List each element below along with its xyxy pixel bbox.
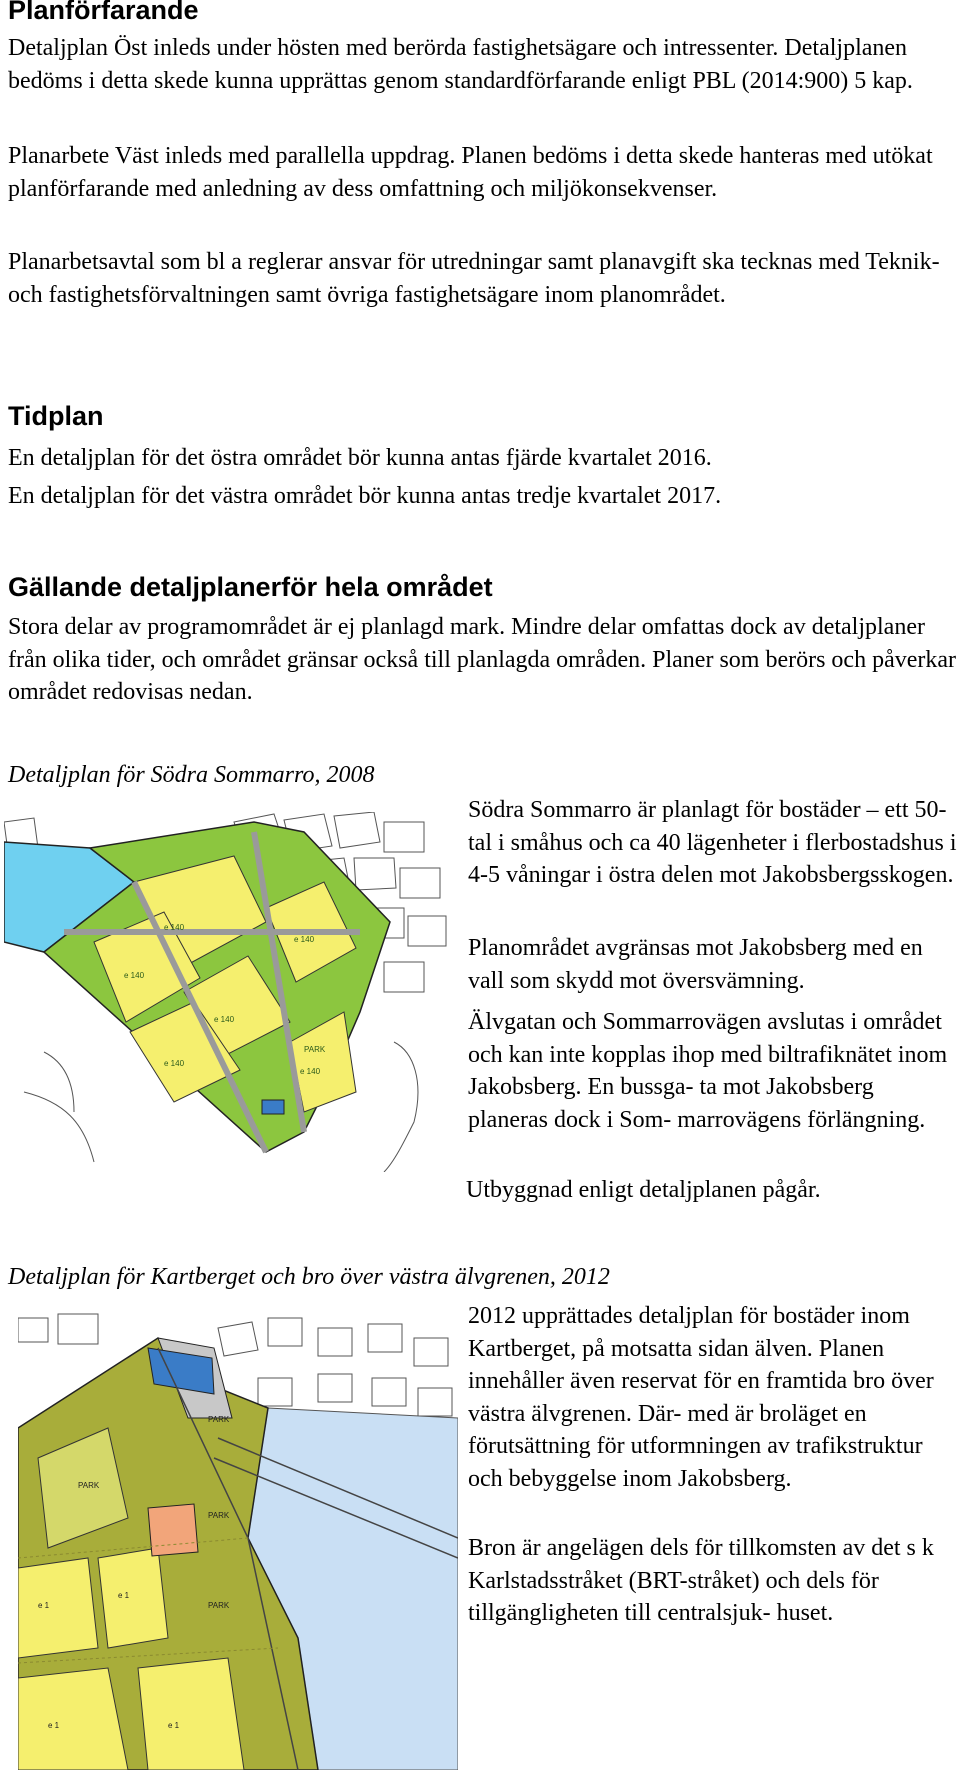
paragraph-planomradet: Planområdet avgränsas mot Jakobsberg med en vall som skydd mot översvämning. bbox=[468, 935, 923, 994]
paragraph-planarbetsavtal: Planarbetsavtal som bl a reglerar ansvar för utredningar samt planavgift ska tecknas med Teknik- och fastighetsförvaltningen samt övriga fastighetsägare inom planområdet. bbox=[8, 249, 940, 308]
map2-label-park-3: PARK bbox=[208, 1511, 230, 1520]
paragraph-kartberget: 2012 upprättades detaljplan för bostäder inom Kartberget, på motsatta sidan älven. Planen innehåller även reservat för en framtida bro över västra älvgrenen. Där- med är broläget en förutsättning för utformningen av trafikstruktur och bebyggelse inom Jakobsberg. bbox=[468, 1303, 934, 1492]
map2-label-park-2: PARK bbox=[78, 1481, 100, 1490]
paragraph-tidplan-ost: En detaljplan för det östra området bör kunna antas fjärde kvartalet 2016. bbox=[8, 445, 712, 471]
heading-tidplan: Tidplan bbox=[8, 401, 104, 431]
svg-text:e 1: e 1 bbox=[38, 1601, 50, 1610]
heading-planforfarande: Planförfarande bbox=[8, 0, 199, 25]
svg-text:e 140: e 140 bbox=[294, 935, 315, 944]
paragraph-bron: Bron är angelägen dels för tillkomsten av det s k Karlstadsstråket (BRT-stråket) och dels för tillgängligheten till centralsjuk- huset. bbox=[468, 1535, 934, 1626]
svg-text:e 1: e 1 bbox=[168, 1721, 180, 1730]
paragraph-gallande: Stora delar av programområdet är ej planlagd mark. Mindre delar omfattas dock av detaljplaner från olika tider, och området gränsar också till planlagda områden. Planer som berörs och påverkar området redovisas nedan. bbox=[8, 614, 957, 705]
paragraph-utbyggnad: Utbyggnad enligt detaljplanen pågår. bbox=[466, 1177, 821, 1203]
caption-sodra-sommarro: Detaljplan för Södra Sommarro, 2008 bbox=[8, 762, 375, 788]
paragraph-planarbete-vast: Planarbete Väst inleds med parallella uppdrag. Planen bedöms i detta skede hanteras med utökat planförfarande med anledning av dess omfattning och miljökonsekvenser. bbox=[8, 143, 933, 202]
map2-label-park-4: PARK bbox=[208, 1601, 230, 1610]
svg-text:e 140: e 140 bbox=[164, 923, 185, 932]
svg-text:e 140: e 140 bbox=[164, 1059, 185, 1068]
map-kartberget bbox=[18, 1308, 458, 1770]
svg-text:e 140: e 140 bbox=[214, 1015, 235, 1024]
svg-text:e 1: e 1 bbox=[48, 1721, 60, 1730]
paragraph-alvgatan: Älvgatan och Sommarrovägen avslutas i området och kan inte kopplas ihop med biltrafiknätet inom Jakobsberg. En bussga- ta mot Jakobsberg planeras dock i Som- marrovägens förlängning. bbox=[468, 1009, 948, 1133]
svg-text:e 140: e 140 bbox=[300, 1067, 321, 1076]
heading-gallande-detaljplaner: Gällande detaljplanerför hela området bbox=[8, 572, 493, 602]
map1-label-park: PARK bbox=[304, 1045, 326, 1054]
map-sodra-sommarro bbox=[4, 812, 448, 1172]
paragraph-detaljplan-ost: Detaljplan Öst inleds under hösten med berörda fastighetsägare och intressenter. Detaljplanen bedöms i detta skede kunna upprättas genom standardförfarande enligt PBL (2014:900) 5 kap. bbox=[8, 35, 913, 94]
paragraph-sodra-sommarro: Södra Sommarro är planlagt för bostäder – ett 50-tal i småhus och ca 40 lägenheter i flerbostadshus i 4-5 våningar i östra delen mot Jakobsbergsskogen. bbox=[468, 797, 957, 888]
caption-kartberget: Detaljplan för Kartberget och bro över västra älvgrenen, 2012 bbox=[8, 1264, 610, 1290]
paragraph-tidplan-vast: En detaljplan för det västra området bör kunna antas tredje kvartalet 2017. bbox=[8, 483, 722, 509]
map2-label-park-1: PARK bbox=[208, 1415, 230, 1424]
svg-text:e 140: e 140 bbox=[124, 971, 145, 980]
svg-text:e 1: e 1 bbox=[118, 1591, 130, 1600]
